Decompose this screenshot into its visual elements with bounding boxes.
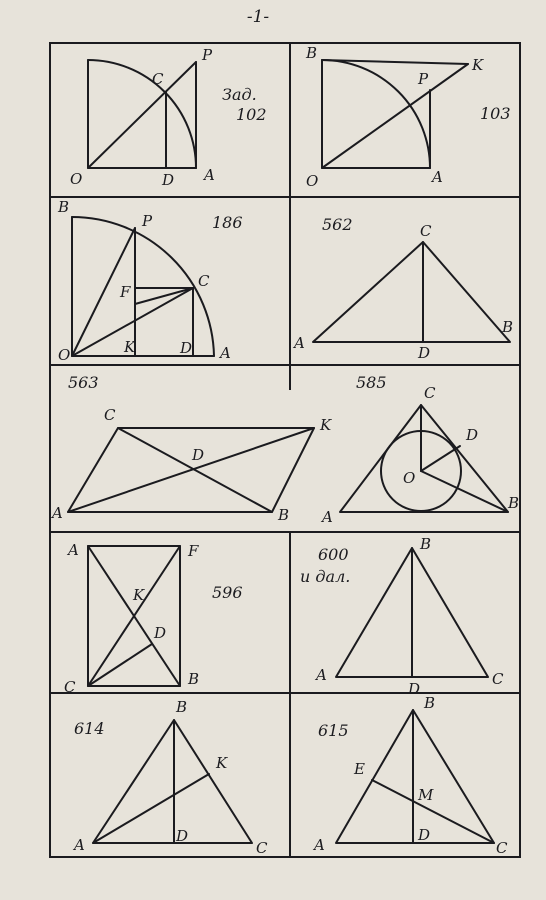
label-C: C [64,678,76,696]
label-A: A [294,334,305,352]
label-D: D [192,446,205,464]
label-D: D [162,171,175,189]
label-A: A [68,541,79,559]
label-C: C [492,670,504,688]
label-B: B [176,698,188,716]
label-M: M [418,786,434,804]
label-C: C [256,839,268,857]
label-K: K [216,754,228,772]
label-A: A [52,504,63,522]
label-O: O [58,346,71,364]
label-A: A [322,508,333,526]
label-K: K [472,56,484,74]
label-A: A [432,168,443,186]
label-B: B [502,318,514,336]
problem-number: 600 [318,545,349,564]
label-B: B [420,535,432,553]
label-D: D [466,426,479,444]
page-number: -1- [246,7,270,27]
label-K: K [124,338,136,356]
problem-number: 596 [212,583,243,602]
label-B: B [306,44,318,62]
label-P: P [142,212,153,230]
label-D: D [418,344,431,362]
problem-number-2: 102 [236,105,267,124]
label-A: A [314,836,325,854]
label-E: E [354,760,365,778]
label-A: A [204,166,215,184]
label-D: D [154,624,167,642]
label-D: D [408,680,421,698]
label-B: B [58,198,70,216]
problem-number: 615 [318,721,349,740]
label-P: P [202,46,213,64]
label-F: F [120,283,131,301]
label-O: O [70,170,83,188]
label-O: O [306,172,319,190]
label-D: D [418,826,431,844]
problem-number-2: и дал. [300,567,351,586]
label-C: C [198,272,210,290]
label-A: A [220,344,231,362]
label-A: A [74,836,85,854]
label-F: F [188,542,199,560]
problem-number: Зад. [222,85,257,104]
label-C: C [104,406,116,424]
problem-number: 103 [480,104,511,123]
label-B: B [278,506,290,524]
problem-number: 585 [356,373,387,392]
label-P: P [418,70,429,88]
problem-number: 563 [68,373,99,392]
label-B: B [188,670,200,688]
label-O: O [403,469,416,487]
label-C: C [152,70,164,88]
problem-number: 186 [212,213,243,232]
label-B: B [424,694,436,712]
label-B: B [508,494,520,512]
label-K: K [320,416,332,434]
label-A: A [316,666,327,684]
label-D: D [180,339,193,357]
problem-number: 562 [322,215,353,234]
label-K: K [133,586,145,604]
label-C: C [424,384,436,402]
label-C: C [496,839,508,857]
problem-number: 614 [74,719,105,738]
label-D: D [176,827,189,845]
label-C: C [420,222,432,240]
